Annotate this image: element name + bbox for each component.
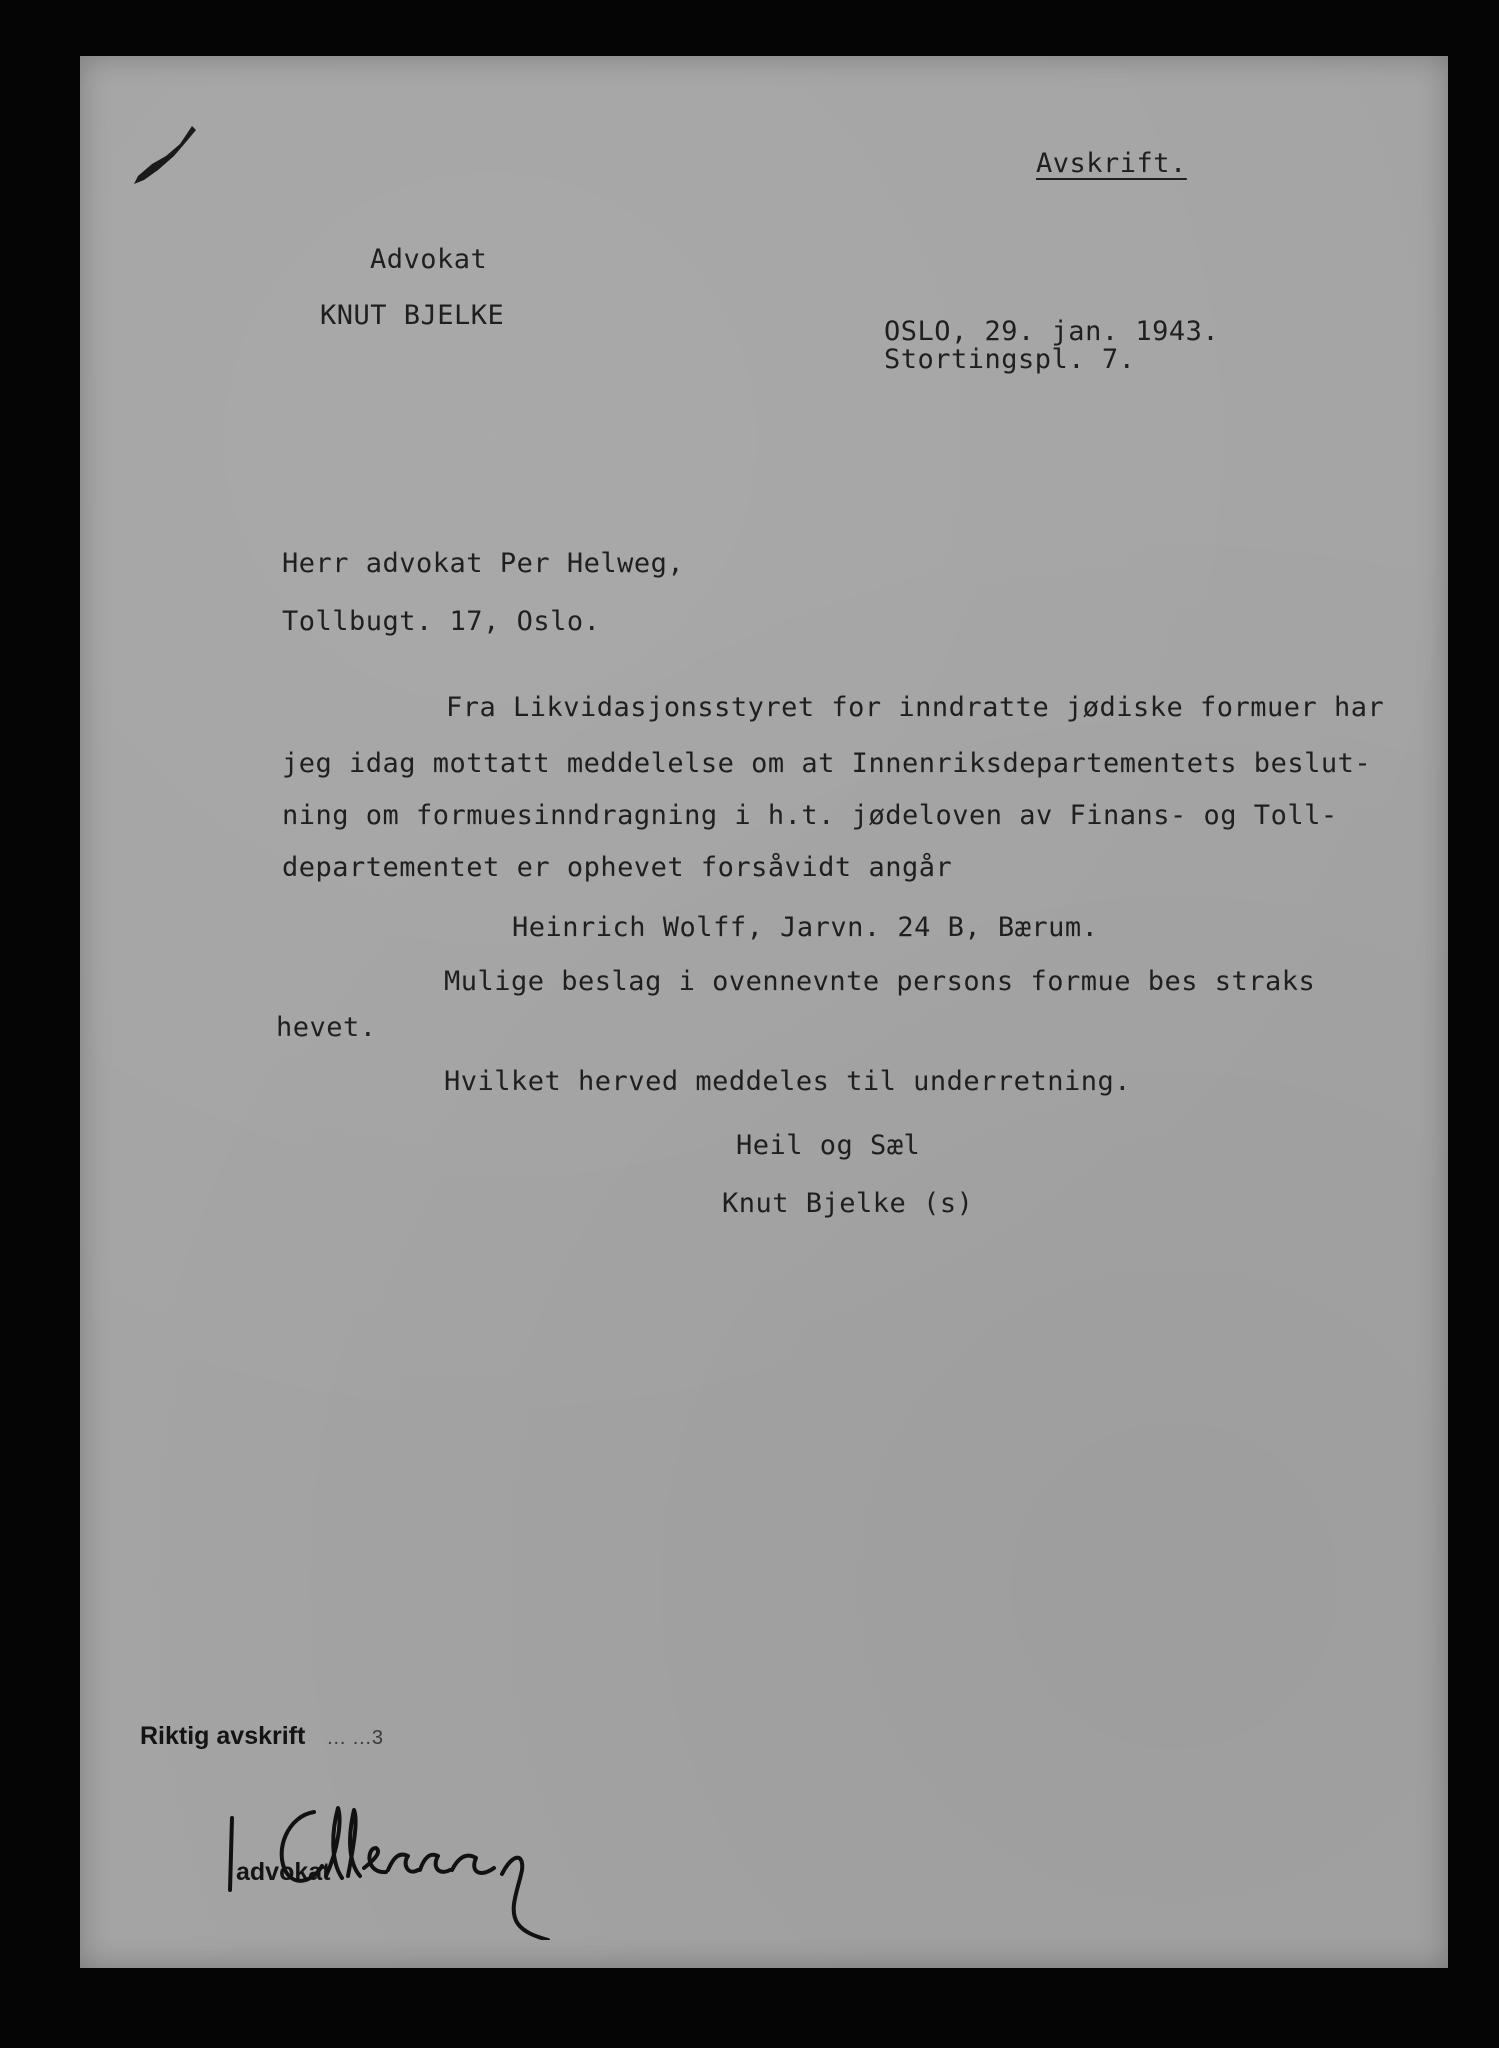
recipient-address: Tollbugt. 17, Oslo.: [282, 606, 601, 637]
body-person: Heinrich Wolff, Jarvn. 24 B, Bærum.: [512, 912, 1099, 943]
place-date: OSLO, 29. jan. 1943.: [884, 316, 1220, 347]
certification-stamp: [140, 1722, 383, 1751]
body-line-3: ning om formuesinndragning i h.t. jødeloven av Finans- og Toll-: [282, 800, 1338, 831]
closing: Heil og Sæl: [736, 1130, 921, 1161]
body-line-1: Fra Likvidasjonsstyret for inndratte jødiske formuer har: [446, 692, 1385, 723]
certification-title: advokat: [236, 1858, 331, 1886]
body-line-5: Mulige beslag i ovennevnte persons formue bes straks: [444, 966, 1316, 997]
heading-avskrift: Avskrift.: [1036, 148, 1187, 179]
handwritten-signature: [218, 1790, 578, 1940]
body-line-4: departementet er ophevet forsåvidt angår: [282, 852, 953, 883]
signature-typed: Knut Bjelke (s): [722, 1188, 974, 1219]
body-line-6: hevet.: [276, 1012, 377, 1043]
certification-stamp-text: Riktig avskrift: [140, 1722, 306, 1750]
body-line-2: jeg idag mottatt meddelelse om at Innenriksdepartementets beslut-: [282, 748, 1372, 779]
sender-title: Advokat: [370, 244, 488, 275]
sender-name: KNUT BJELKE: [320, 300, 505, 331]
recipient-name: Herr advokat Per Helweg,: [282, 548, 685, 579]
sender-address: Stortingspl. 7.: [884, 344, 1136, 375]
body-line-7: Hvilket herved meddeles til underretning.: [444, 1066, 1131, 1097]
certification-stamp-suffix: … …3: [326, 1727, 383, 1749]
ink-blot-mark: [130, 122, 200, 192]
